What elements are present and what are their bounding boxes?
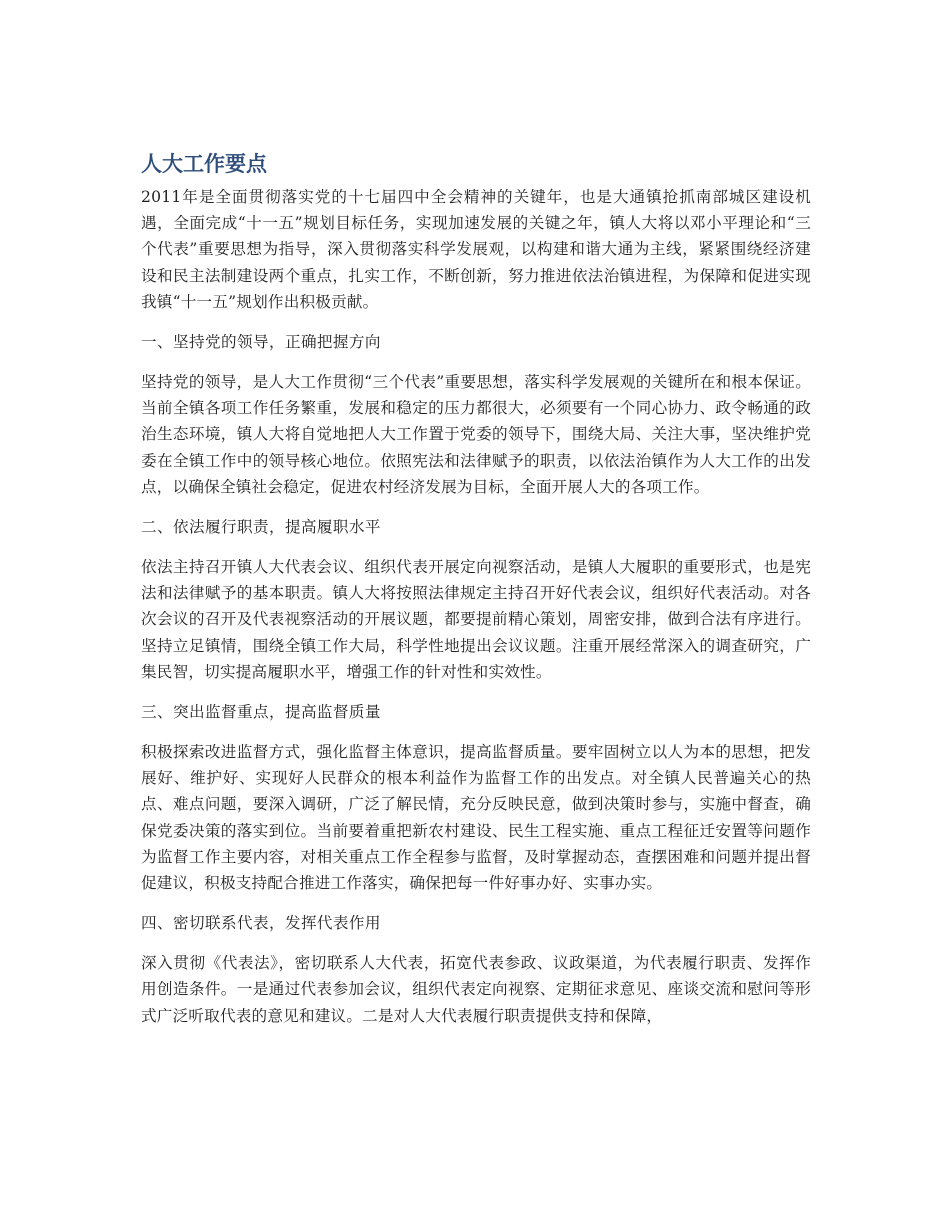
section-1-heading: 一、坚持党的领导，正确把握方向 — [141, 333, 381, 352]
section-4-body: 深入贯彻《代表法》，密切联系人大代表，拓宽代表参政、议政渠道，为代表履行职责、发挥作用创造条件。一是通过代表参加会议，组织代表定向视察、定期征求意见、座谈交流和慰问等形式广泛听取代表的意见和建议。二是对人大代表履行职责提供支持和保障， — [141, 954, 811, 1025]
section-2-body: 依法主持召开镇人大代表会议、组织代表开展定向视察活动，是镇人大履职的重要形式，也是宪法和法律赋予的基本职责。镇人大将按照法律规定主持召开好代表会议，组织好代表活动。对各次会议的召开及代表视察活动的开展议题，都要提前精心策划，周密安排，做到合法有序进行。坚持立足镇情，围绕全镇工作大局，科学性地提出会议议题。注重开展经常深入的调查研究，广集民智，切实提高履职水平，增强工作的针对性和实效性。 — [141, 558, 811, 681]
document-title: 人大工作要点 — [141, 152, 267, 176]
intro-paragraph: 2011年是全面贯彻落实党的十七届四中全会精神的关键年，也是大通镇抢抓南部城区建设机遇，全面完成“十一五”规划目标任务，实现加速发展的关键之年，镇人大将以邓小平理论和“三个代表”重要思想为指导，深入贯彻落实科学发展观，以构建和谐大通为主线，紧紧围绕经济建设和民主法制建设两个重点，扎实工作，不断创新，努力推进依法治镇进程，为保障和促进实现我镇“十一五”规划作出积极贡献。 — [141, 188, 811, 311]
section-4-heading: 四、密切联系代表，发挥代表作用 — [141, 914, 381, 933]
section-2-heading: 二、依法履行职责，提高履职水平 — [141, 518, 381, 537]
section-3-heading: 三、突出监督重点，提高监督质量 — [141, 703, 381, 722]
document-content — [141, 150, 811, 1029]
section-3-body: 积极探索改进监督方式，强化监督主体意识，提高监督质量。要牢固树立以人为本的思想，把发展好、维护好、实现好人民群众的根本利益作为监督工作的出发点。对全镇人民普遍关心的热点、难点问题，要深入调研，广泛了解民情，充分反映民意，做到决策时参与，实施中督查，确保党委决策的落实到位。当前要着重把新农村建设、民生工程实施、重点工程征迁安置等问题作为监督工作主要内容，对相关重点工作全程参与监督，及时掌握动态，查摆困难和问题并提出督促建议，积极支持配合推进工作落实，确保把每一件好事办好、实事办实。 — [141, 743, 811, 893]
section-1-body: 坚持党的领导，是人大工作贯彻“三个代表”重要思想，落实科学发展观的关键所在和根本保证。当前全镇各项工作任务繁重，发展和稳定的压力都很大，必须要有一个同心协力、政令畅通的政治生态环境，镇人大将自觉地把人大工作置于党委的领导下，围绕大局、关注大事，坚决维护党委在全镇工作中的领导核心地位。依照宪法和法律赋予的职责，以依法治镇作为人大工作的出发点，以确保全镇社会稳定，促进农村经济发展为目标，全面开展人大的各项工作。 — [141, 373, 811, 496]
